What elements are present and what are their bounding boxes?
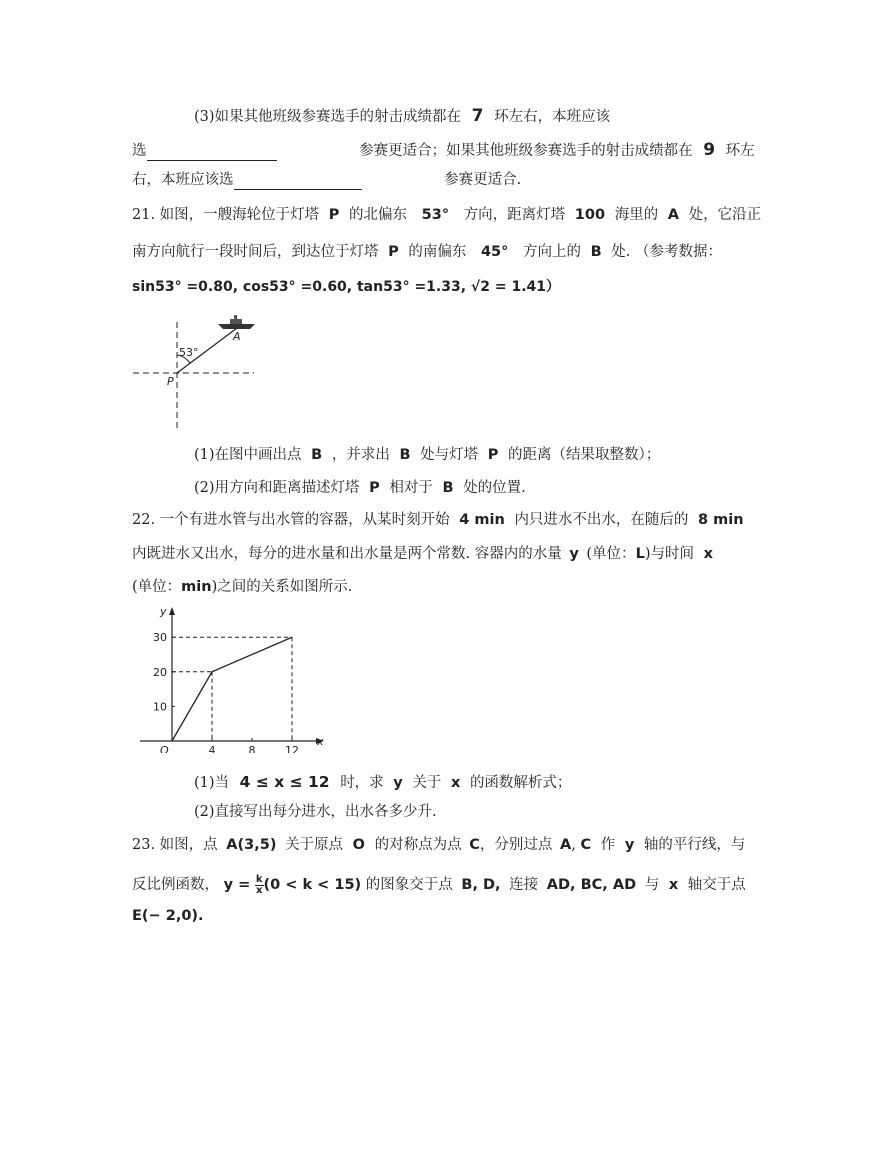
q22-line3: (单位：min)之间的关系如图所示. <box>132 579 353 595</box>
q21-line1: 21. 如图，一艘海轮位于灯塔 P 的北偏东 53° 方向，距离灯塔 100 海里的 A 处，它沿正 <box>132 207 762 223</box>
q21-reference-data: sin53° =0.80, cos53° =0.60, tan53° =1.33, √2 = 1.41） <box>132 279 561 295</box>
q23-line2: 反比例函数， y = $\frac{k}{x}$ (0 < k < 15) 的图象交于点 B, D, 连接 AD, BC, AD 与 x 轴交于点 <box>132 873 746 896</box>
q22-line2: 内既进水又出水，每分的进水量和出水量是两个常数. 容器内的水量 y (单位：L)与时间 x <box>132 546 713 562</box>
x-tick-label: 4 <box>208 744 216 753</box>
x-tick-label: 8 <box>248 744 256 753</box>
q21-sub1: (1)在图中画出点 B ，并求出 B 处与灯塔 P 的距离（结果取整数）； <box>194 447 661 463</box>
q23-point-E: E(− 2,0). <box>132 908 204 924</box>
angle-label: 53° <box>179 346 199 359</box>
q22-chart <box>130 603 330 753</box>
q22-line1: 22. 一个有进水管与出水管的容器，从某时刻开始 4 min 内只进水不出水，在随后的 8 min <box>132 512 744 528</box>
point-P-label: P <box>167 375 174 388</box>
origin-label: O <box>160 744 169 753</box>
answer-blank[interactable] <box>234 173 362 190</box>
y-axis-arrow <box>169 607 175 615</box>
q20-part3-line3: 右，本班应该选 参赛更适合. <box>132 172 522 188</box>
x-tick-label: 12 <box>285 744 299 753</box>
q21-figure <box>130 312 270 432</box>
x-axis-label: x <box>317 735 324 748</box>
y-tick-label: 30 <box>153 631 167 645</box>
q21-sub2: (2)用方向和距离描述灯塔 P 相对于 B 处的位置. <box>194 480 526 496</box>
q22-sub1: (1)当 4 ≤ x ≤ 12 时，求 y 关于 x 的函数解析式； <box>194 773 572 791</box>
q20-part3-line1: (3)如果其他班级参赛选手的射击成绩都在 7 环左右，本班应该 <box>194 106 611 126</box>
q23-line1: 23. 如图，点 A(3,5) 关于原点 O 的对称点为点 C，分别过点 A, C 作 y 轴的平行线，与 <box>132 837 746 853</box>
ship-icon <box>218 315 255 329</box>
y-axis-label: y <box>160 605 167 618</box>
q22-sub2: (2)直接写出每分进水，出水各多少升. <box>194 804 437 820</box>
q20-part3-line2: 选 参赛更适合；如果其他班级参赛选手的射击成绩都在 9 环左 <box>132 140 755 160</box>
point-A-label: A <box>233 330 241 343</box>
answer-blank[interactable] <box>147 144 277 161</box>
series-line <box>172 637 292 741</box>
y-tick-label: 10 <box>153 700 167 714</box>
y-tick-label: 20 <box>153 665 167 679</box>
q21-line2: 南方向航行一段时间后，到达位于灯塔 P 的南偏东 45° 方向上的 B 处. （参考数据： <box>132 244 723 260</box>
fraction-k-over-x: $\frac{k}{x}$ <box>255 873 263 896</box>
